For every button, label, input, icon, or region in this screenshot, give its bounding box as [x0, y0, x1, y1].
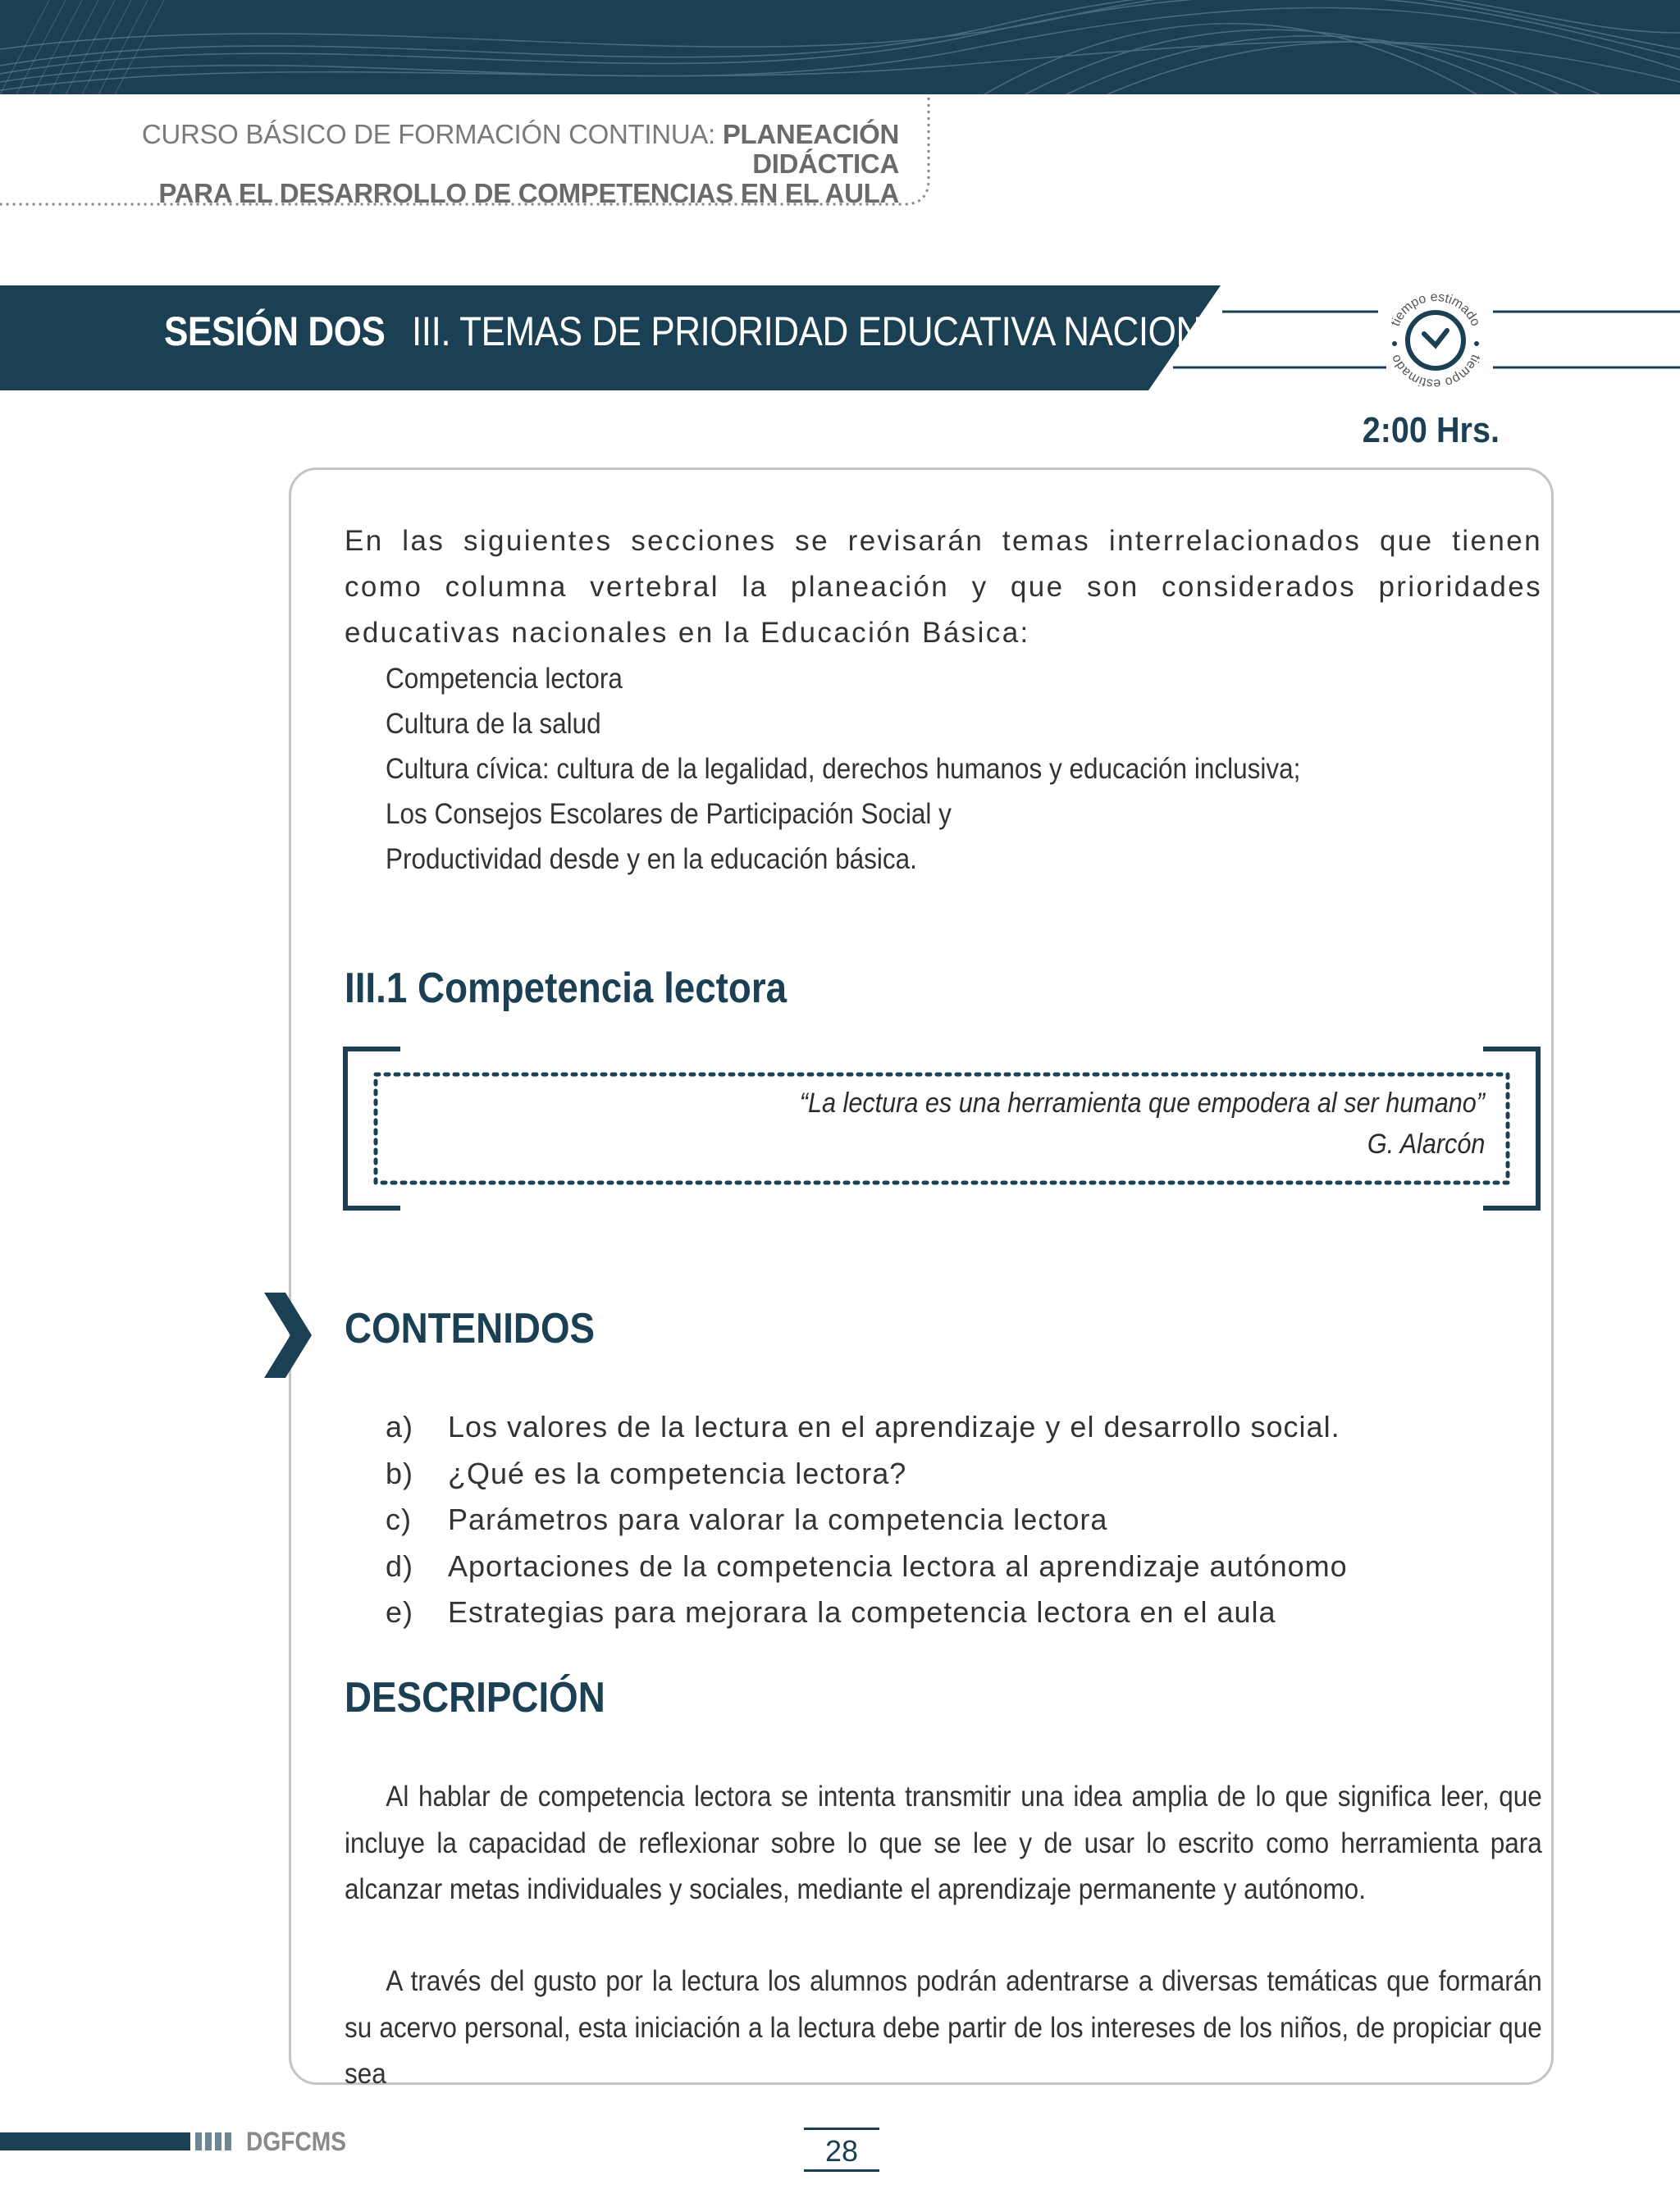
wave-pattern-icon [0, 0, 1680, 94]
paragraph-text: Al hablar de competencia lectora se intenta transmitir una idea amplia de lo que significa leer, que incluye la capacidad de reflexionar sobre lo que se lee y de usar lo escrito como herramienta para alcanzar metas individuales y sociales, mediante el aprendizaje permanente y autónomo. [345, 1781, 1542, 1905]
list-item: Cultura cívica: cultura de la legalidad, derechos humanos y educación inclusiva; [386, 753, 1301, 785]
description-paragraph [345, 1959, 1542, 2098]
list-item: Productividad desde y en la educación básica. [386, 843, 917, 875]
course-title-line1: PLANEACIÓN DIDÁCTICA [722, 119, 899, 179]
contenidos-list [386, 1404, 1348, 1636]
item-text: Aportaciones de la competencia lectora al aprendizaje autónomo [448, 1548, 1348, 1583]
item-text: Estrategias para mejorara la competencia lectora en el aula [448, 1595, 1276, 1629]
list-item: Los Consejos Escolares de Participación Social y [386, 798, 952, 830]
quote-author: G. Alarcón [1367, 1129, 1485, 1160]
clock-text-bottom: tiempo estimado [1388, 352, 1483, 391]
estimated-duration: 2:00 Hrs. [1362, 410, 1500, 450]
footer-blocks [195, 2132, 235, 2150]
descripcion-heading: DESCRIPCIÓN [345, 1674, 605, 1722]
course-prefix: CURSO BÁSICO DE FORMACIÓN CONTINUA: [141, 119, 715, 149]
clock-icon [1378, 283, 1493, 398]
course-title [0, 120, 899, 208]
section-heading: III.1 Competencia lectora [345, 965, 788, 1012]
item-letter: b) [386, 1456, 414, 1490]
list-item [386, 1589, 1348, 1636]
list-item [386, 1404, 1348, 1451]
intro-paragraph: En las siguientes secciones se revisarán temas interrelacionados que tienen como columna vertebral la planeación y que son considerados prioridades educativas nacionales en la Educación Básica: [345, 525, 1542, 649]
list-item: Competencia lectora [386, 663, 623, 695]
footer-bar [0, 2132, 190, 2150]
item-letter: d) [386, 1548, 414, 1583]
contenidos-heading: CONTENIDOS [345, 1305, 596, 1352]
item-text: Parámetros para valorar la competencia lectora [448, 1503, 1108, 1536]
quote-text: “La lectura es una herramienta que empodera al ser humano” [799, 1088, 1485, 1119]
item-text: ¿Qué es la competencia lectora? [448, 1456, 907, 1490]
list-item [386, 1497, 1348, 1544]
item-letter: e) [386, 1595, 414, 1629]
list-item [386, 1544, 1348, 1590]
course-title-line2: PARA EL DESARROLLO DE COMPETENCIAS EN EL AULA [158, 178, 899, 208]
chevron-right-icon [261, 1293, 312, 1378]
item-text: Los valores de la lectura en el aprendizaje y el desarrollo social. [448, 1410, 1340, 1444]
session-label: SESIÓN DOS [164, 308, 386, 354]
session-topic: III. TEMAS DE PRIORIDAD EDUCATIVA NACIONAL [412, 308, 1245, 354]
list-item [386, 1451, 1348, 1498]
top-decorative-band [0, 0, 1680, 94]
page-number-rule [804, 2128, 879, 2130]
list-item: Cultura de la salud [386, 708, 601, 740]
description-paragraph [345, 1774, 1542, 1913]
item-letter: c) [386, 1503, 412, 1536]
item-letter: a) [386, 1410, 414, 1444]
footer-org: DGFCMS [246, 2127, 347, 2156]
priority-list [386, 656, 1402, 882]
clock-text-top: tiempo estimado [1388, 290, 1483, 329]
quote-frame [343, 1047, 1541, 1211]
page-number: 28 [824, 2134, 859, 2168]
paragraph-text: A través del gusto por la lectura los alumnos podrán adentrarse a diversas temáticas que formarán su acervo personal, esta iniciación a la lectura debe partir de los intereses de los niños, de propiciar que sea [345, 1965, 1542, 2090]
page-number-rule [804, 2169, 879, 2172]
